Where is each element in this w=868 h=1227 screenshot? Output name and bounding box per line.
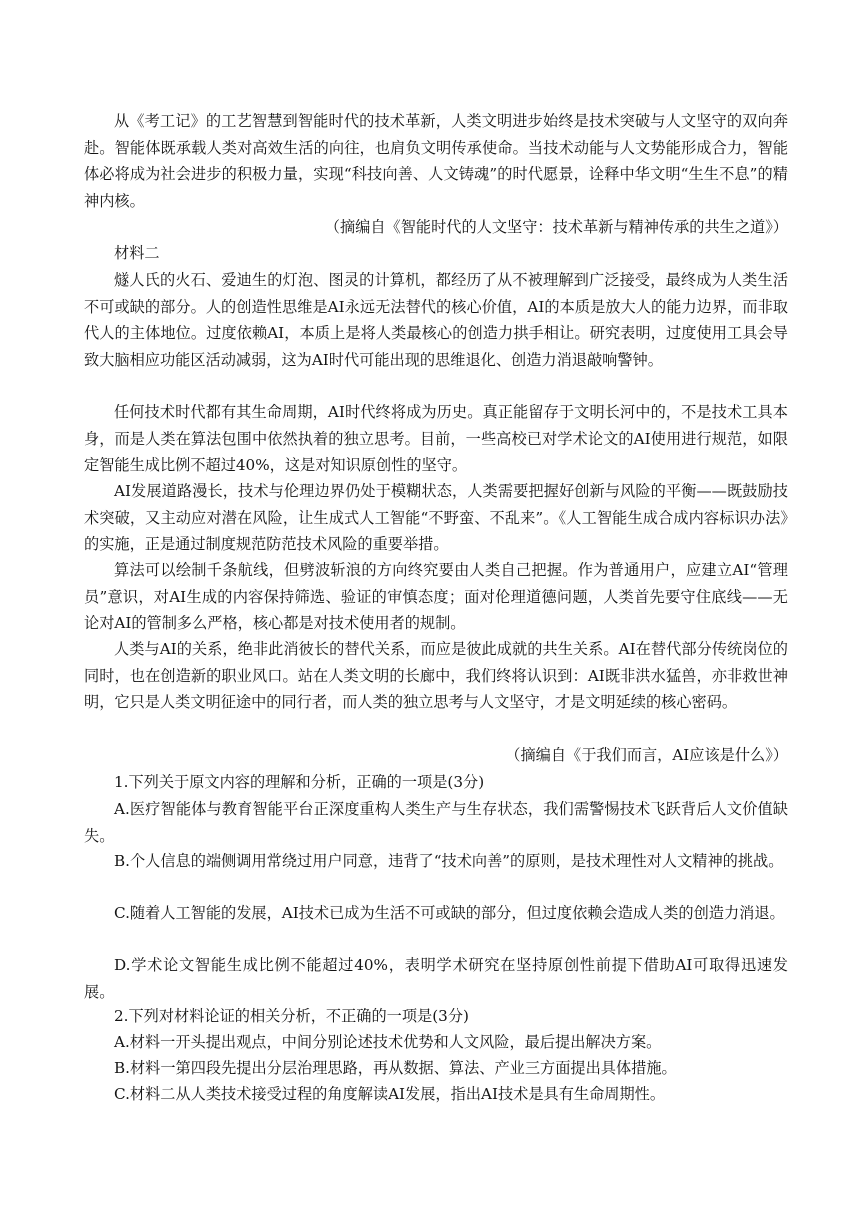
question-1-option-d: D.学术论文智能生成比例不能超过40%，表明学术研究在坚持原创性前提下借助AI可取得迅速发展。 <box>84 956 788 1001</box>
material2-heading: 材料二 <box>114 244 160 262</box>
question-1-option-a: A.医疗智能体与教育智能平台正深度重构人类生产与生存状态，我们需警惕技术飞跃背后人文价值缺失。 <box>84 800 788 845</box>
material2-paragraph-4: 算法可以绘制千条航线，但劈波斩浪的方向终究要由人类自己把握。作为普通用户，应建立AI“管理员”意识，对AI生成的内容保持筛选、验证的审慎态度；面对伦理道德问题，人类首先要守住底线——无论对AI的管制多么严格，核心都是对技术使用者的规制。 <box>84 561 788 632</box>
question-1-option-b: B.个人信息的端侧调用常绕过用户同意，违背了“技术向善”的原则，是技术理性对人文精神的挑战。 <box>114 852 784 870</box>
source-citation-1: （摘编自《智能时代的人文坚守：技术革新与精神传承的共生之道》） <box>324 218 788 236</box>
material2-paragraph-1: 燧人氏的火石、爱迪生的灯泡、图灵的计算机，都经历了从不被理解到广泛接受，最终成为人类生活不可或缺的部分。人的创造性思维是AI永远无法替代的核心价值，AI的本质是放大人的能力边界，而非取代人的主体地位。过度依赖AI，本质上是将人类最核心的创造力拱手相让。研究表明，过度使用工具会导致大脑相应功能区活动减弱，这为AI时代可能出现的思维退化、创造力消退敲响警钟。 <box>84 271 788 369</box>
question-2-option-a: A.材料一开头提出观点，中间分别论述技术优势和人文风险，最后提出解决方案。 <box>114 1033 662 1051</box>
source-citation-2: （摘编自《于我们而言，AI应该是什么》） <box>505 746 788 764</box>
question-1-stem: 1.下列关于原文内容的理解和分析，正确的一项是(3分) <box>114 773 485 791</box>
material2-paragraph-3: AI发展道路漫长，技术与伦理边界仍处于模糊状态，人类需要把握好创新与风险的平衡——既鼓励技术突破，又主动应对潜在风险，让生成式人工智能“不野蛮、不乱来”。《人工智能生成合成内容标识办法》的实施，正是通过制度规范防范技术风险的重要举措。 <box>84 482 788 553</box>
question-2-option-b: B.材料一第四段先提出分层治理思路，再从数据、算法、产业三方面提出具体措施。 <box>114 1059 677 1077</box>
question-1-option-c: C.随着人工智能的发展，AI技术已成为生活不可或缺的部分，但过度依赖会造成人类的创造力消退。 <box>114 904 785 922</box>
question-2-option-c: C.材料二从人类技术接受过程的角度解读AI发展，指出AI技术是具有生命周期性。 <box>114 1085 666 1103</box>
material2-paragraph-2: 任何技术时代都有其生命周期，AI时代终将成为历史。真正能留存于文明长河中的，不是技术工具本身，而是人类在算法包围中依然执着的独立思考。目前，一些高校已对学术论文的AI使用进行规范，如限定智能生成比例不超过40%，这是对知识原创性的坚守。 <box>84 403 788 474</box>
material1-closing-paragraph: 从《考工记》的工艺智慧到智能时代的技术革新，人类文明进步始终是技术突破与人文坚守的双向奔赴。智能体既承载人类对高效生活的向往，也肩负文明传承使命。当技术动能与人文势能形成合力，智能体必将成为社会进步的积极力量，实现“科技向善、人文铸魂”的时代愿景，诠释中华文明“生生不息”的精神内核。 <box>84 112 788 210</box>
question-2-stem: 2.下列对材料论证的相关分析，不正确的一项是(3分) <box>114 1007 469 1025</box>
material2-paragraph-5: 人类与AI的关系，绝非此消彼长的替代关系，而应是彼此成就的共生关系。AI在替代部分传统岗位的同时，也在创造新的职业风口。站在人类文明的长廊中，我们终将认识到：AI既非洪水猛兽，亦非救世神明，它只是人类文明征途中的同行者，而人类的独立思考与人文坚守，才是文明延续的核心密码。 <box>84 640 788 711</box>
